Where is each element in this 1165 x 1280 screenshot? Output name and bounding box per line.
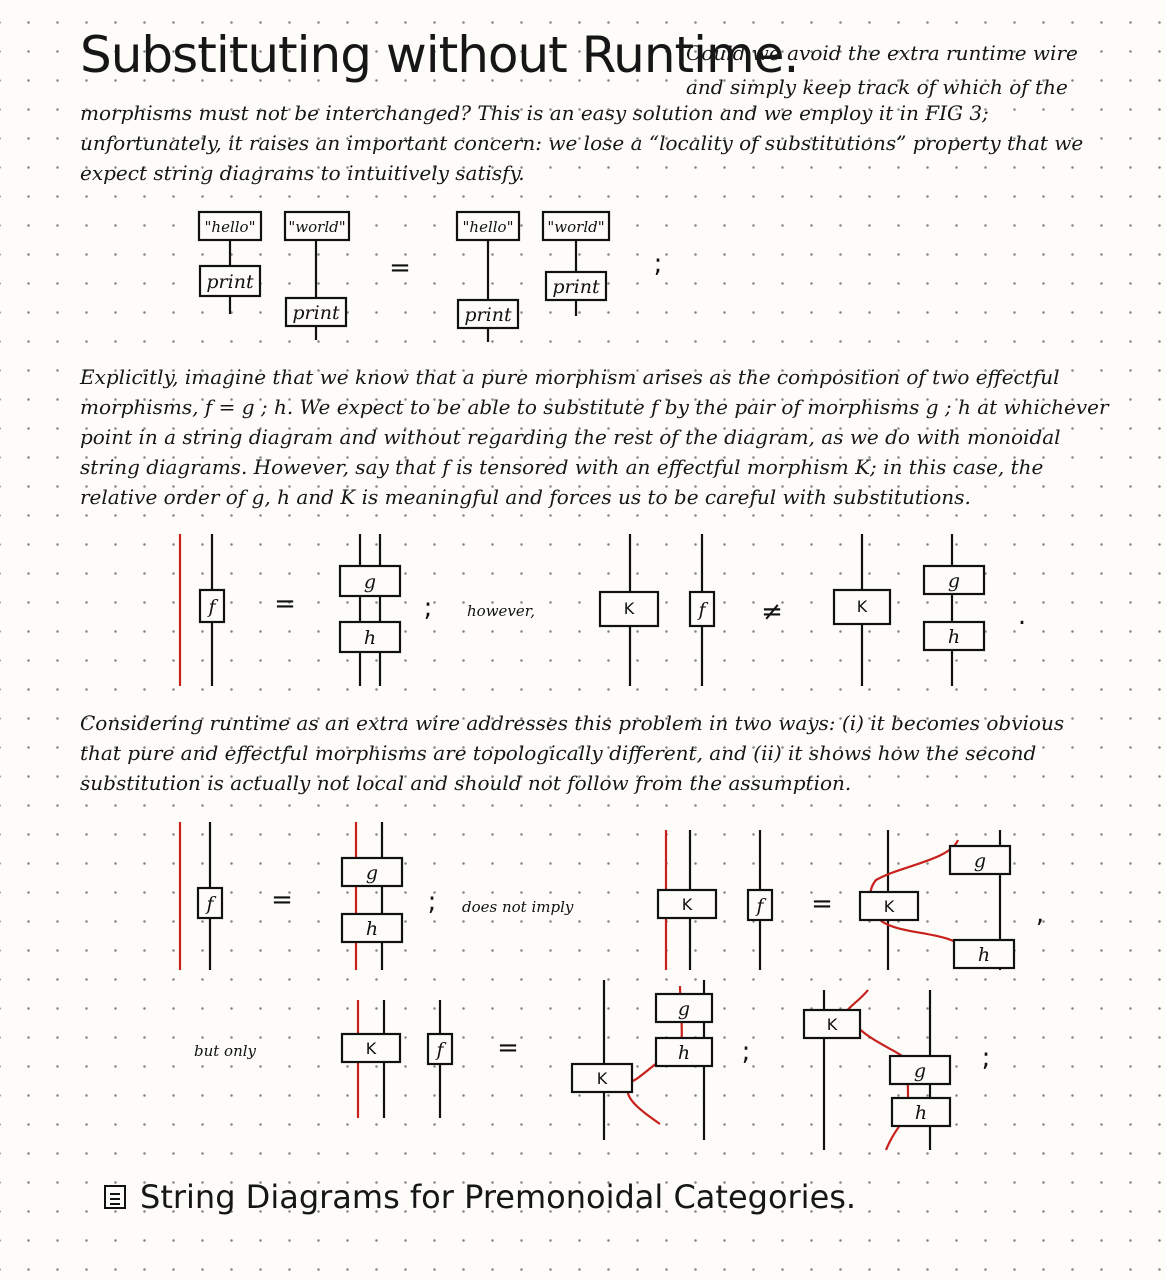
- h-label: h: [363, 627, 377, 649]
- f-label: f: [436, 1039, 444, 1061]
- hello-label: "hello": [462, 218, 514, 236]
- hello-label: "hello": [204, 218, 256, 236]
- k-label: K: [856, 597, 868, 616]
- g-label: g: [365, 862, 379, 884]
- k-label: K: [596, 1069, 608, 1088]
- k-label: K: [623, 599, 635, 618]
- not-equal-sign: ≠: [761, 597, 783, 627]
- explicit-paragraph: Explicitly, imagine that we know that a pure morphism arises as the composition of two effectful morphisms, f = g ; h. We expect to be able to substitute f by the pair of morphisms g ; h at whichever point in a string diagram and without regarding the rest of the diagram, as we do with monoidal string diagrams. However, say that f is tensored with an effectful morphism K; in this case, the relative order of g, h and K is meaningful and forces us to be careful with substitutions.: [80, 365, 1109, 509]
- semicolon: ;: [653, 249, 663, 279]
- semicolon: ;: [423, 593, 433, 623]
- equals-sign: =: [274, 589, 296, 619]
- k-label: K: [826, 1015, 838, 1034]
- g-label: g: [973, 850, 987, 872]
- intro-question: Could we avoid the extra runtime wire and simply keep track of which of the: [686, 41, 1078, 99]
- runtime-paragraph: Considering runtime as an extra wire addresses this problem in two ways: (i) it becomes obvious that pure and effectful morphisms are topologically different, and (ii) it shows how the second substitution is actually not local and should not follow from the assumption.: [80, 711, 1065, 795]
- g-label: g: [363, 571, 377, 593]
- footer: [104, 1178, 856, 1216]
- comma: ,: [1035, 899, 1045, 929]
- diagram3-f: [198, 822, 222, 970]
- page-title: Substituting without Runtime.: [80, 26, 799, 84]
- semicolon: ;: [427, 887, 437, 917]
- world-label: "world": [547, 218, 605, 236]
- semicolon: ;: [981, 1043, 991, 1073]
- f-label: f: [206, 893, 214, 915]
- notebook-icon: [104, 1185, 126, 1209]
- however-label: however,: [467, 602, 536, 620]
- h-label: h: [365, 918, 379, 940]
- intro-paragraph: morphisms must not be interchanged? This is an easy solution and we employ it in FIG 3; unfortunately, it raises an important concern: we lose a “locality of substitutions” property that we expect string diagrams to intuitively satisfy.: [80, 101, 1084, 185]
- f-label: f: [698, 599, 706, 621]
- world-label: "world": [288, 218, 346, 236]
- h-label: h: [914, 1102, 928, 1124]
- h-label: h: [947, 626, 961, 648]
- does-not-imply-label: does not imply: [462, 898, 574, 916]
- diagram3-k-then-gh: [804, 990, 950, 1150]
- period: .: [1017, 601, 1027, 631]
- footer-text: String Diagrams for Premonoidal Categories.: [140, 1178, 857, 1216]
- g-label: g: [677, 998, 691, 1020]
- diagram3-kf-bottom: [342, 1000, 452, 1118]
- h-label: h: [977, 944, 991, 966]
- h-label: h: [677, 1042, 691, 1064]
- diagram3-gh: [342, 822, 402, 970]
- f-label: f: [756, 895, 764, 917]
- k-label: K: [681, 895, 693, 914]
- equals-sign: =: [811, 889, 833, 919]
- f-label: f: [208, 596, 216, 618]
- g-label: g: [947, 570, 961, 592]
- semicolon: ;: [741, 1037, 751, 1067]
- diagram3-gh-then-k: [572, 980, 712, 1140]
- k-label: K: [365, 1039, 377, 1058]
- print-label: print: [464, 304, 512, 326]
- g-label: g: [913, 1060, 927, 1082]
- equals-sign: =: [271, 885, 293, 915]
- print-label: print: [206, 271, 254, 293]
- equals-sign: =: [389, 253, 411, 283]
- but-only-label: but only: [194, 1042, 257, 1060]
- print-label: print: [292, 302, 340, 324]
- equals-sign: =: [497, 1033, 519, 1063]
- diagram3-kgh-crossing: [860, 830, 1014, 970]
- print-label: print: [552, 276, 600, 298]
- diagram3-kf: [658, 830, 772, 970]
- k-label: K: [883, 897, 895, 916]
